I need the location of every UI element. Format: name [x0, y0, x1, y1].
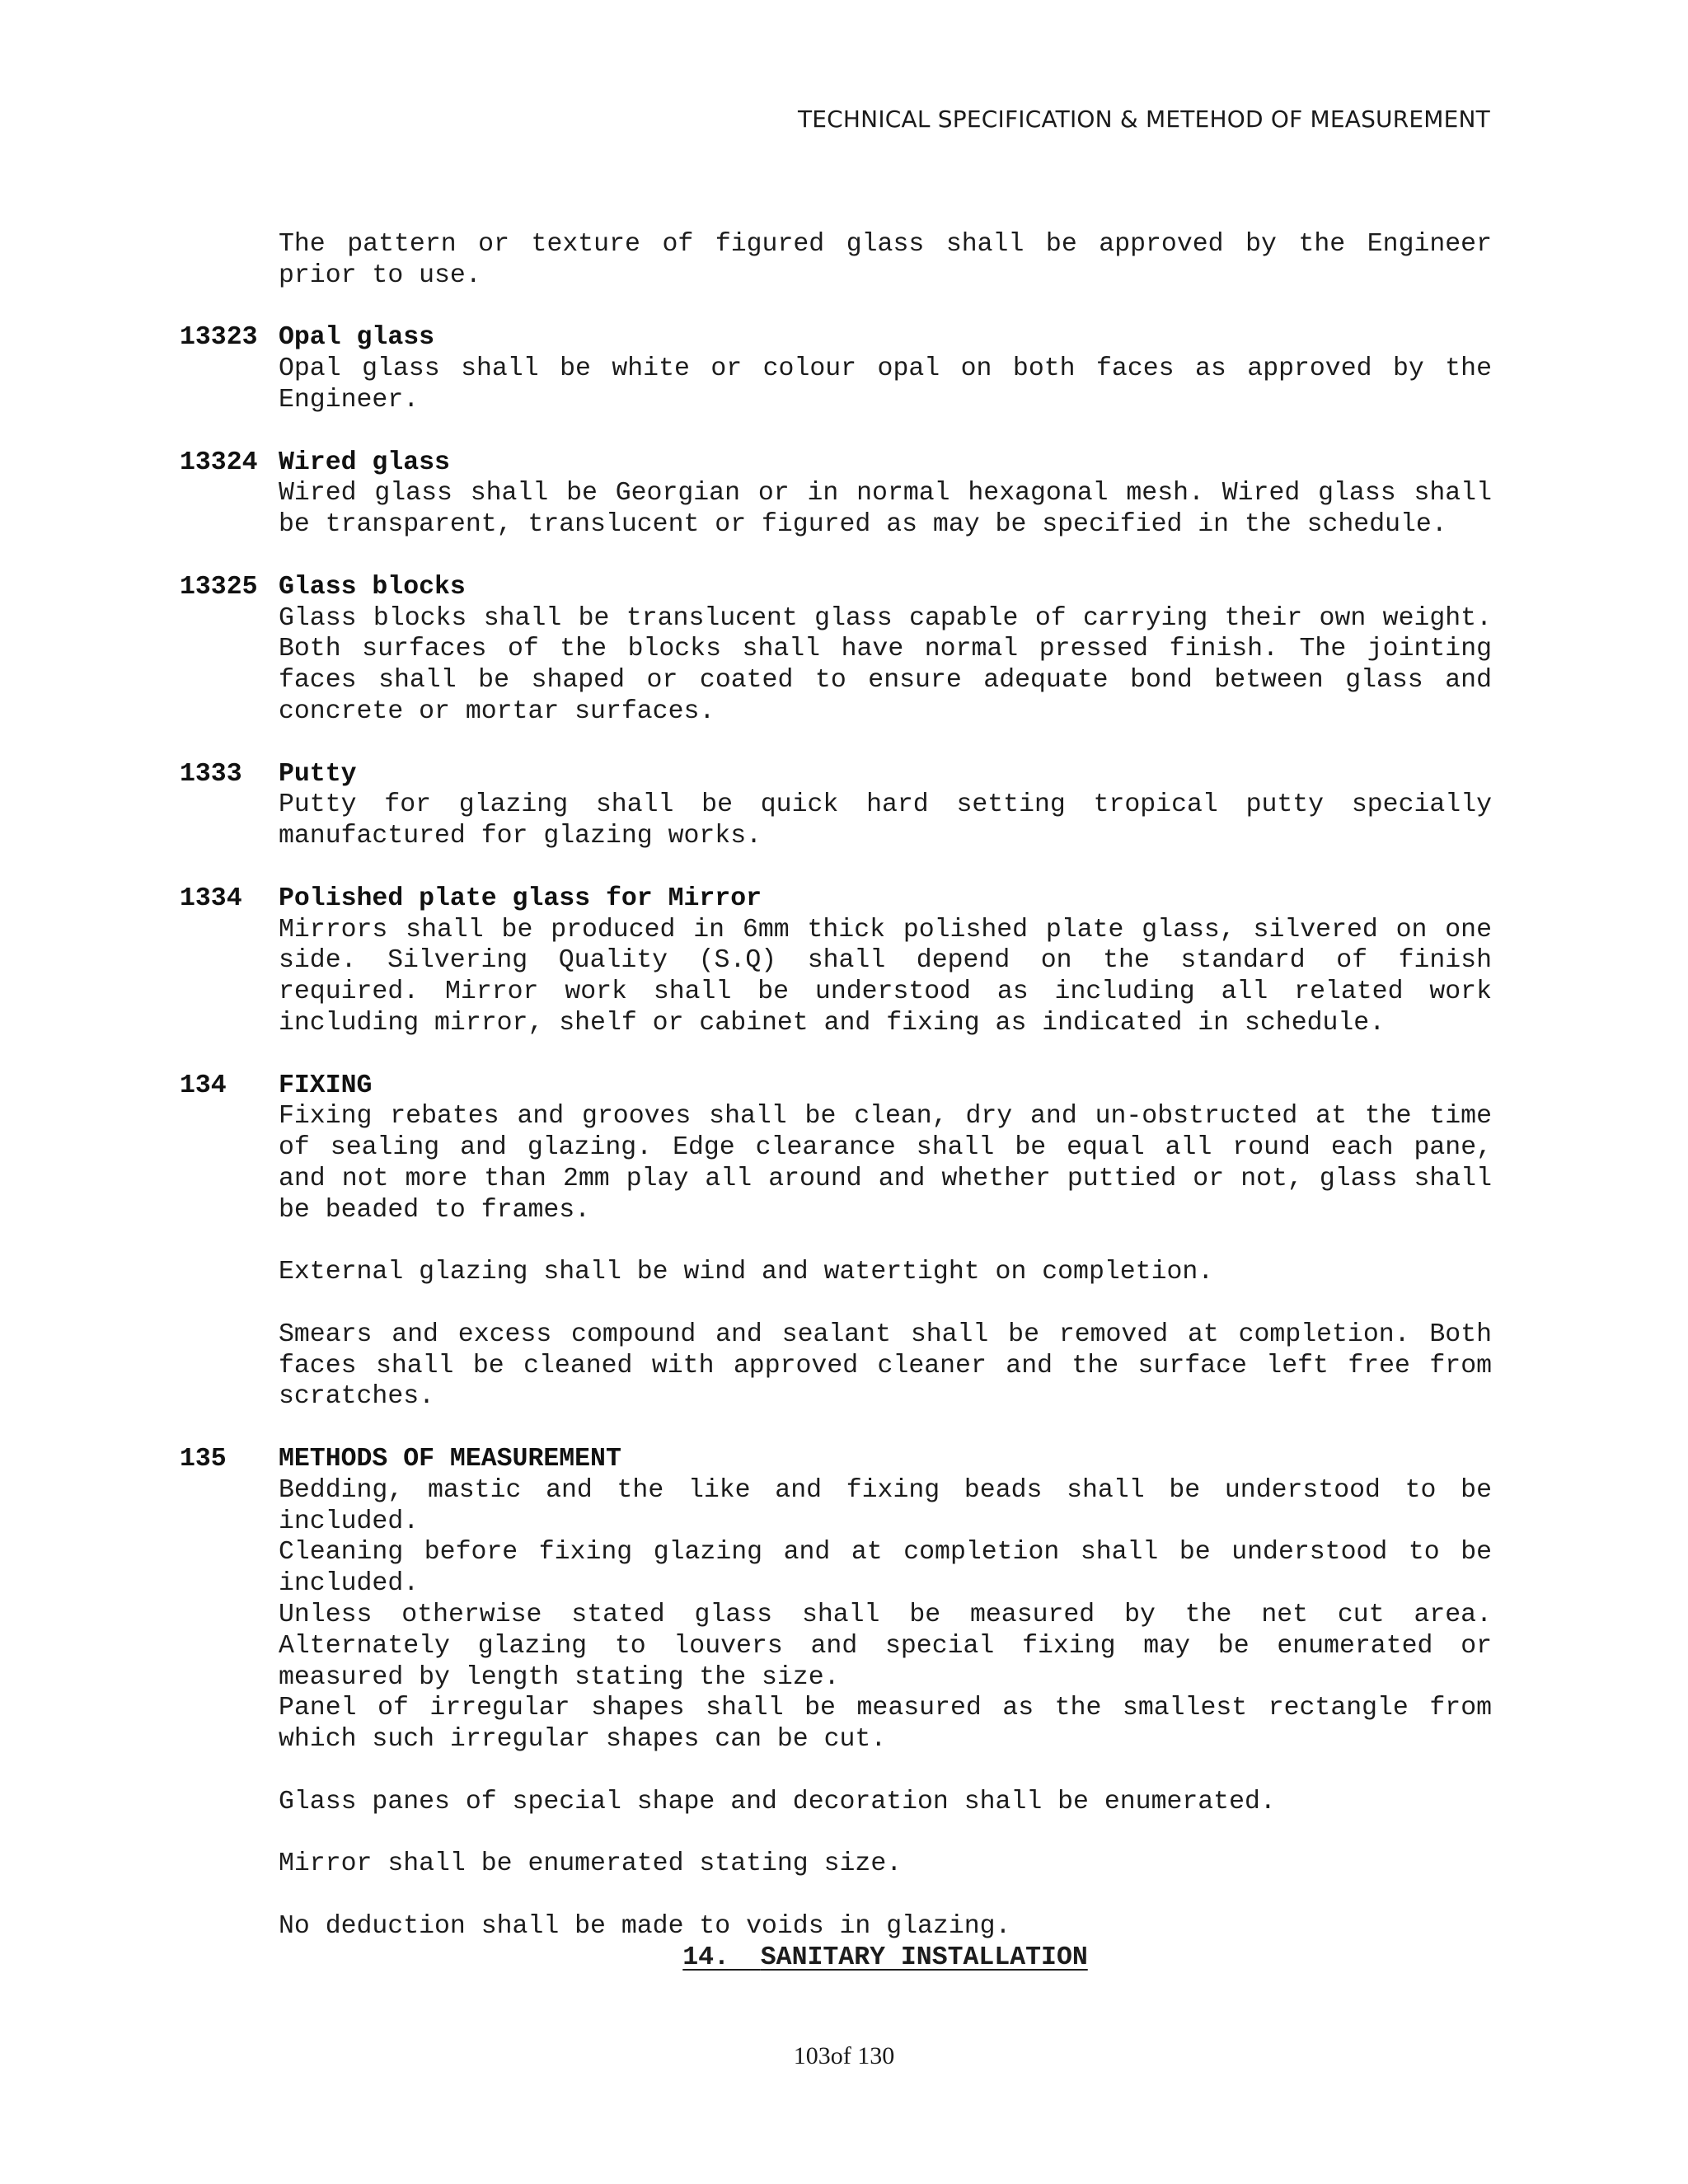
section-paragraph: Mirror shall be enumerated stating size. — [279, 1849, 903, 1879]
section-paragraph: Fixing rebates and grooves shall be clean, dry and un-obstructed at the time of sealing and glazing. Edge clearance shall be equal all round each pane, and not more than 2mm play all around and whether puttied or not, glass shall be beaded to frames. — [279, 1102, 1492, 1225]
section-paragraph: External glazing shall be wind and watertight on completion. — [279, 1258, 1214, 1287]
section-number: 13324 — [180, 448, 258, 477]
section-paragraph: No deduction shall be made to voids in glazing. — [279, 1912, 1011, 1942]
section-fixing — [180, 1071, 1498, 1413]
section-paragraph: Opal glass shall be white or colour opal on both faces as approved by the Engineer. — [279, 354, 1492, 415]
section-title: Wired glass — [279, 448, 450, 477]
section-number: 1333 — [180, 759, 242, 789]
section-heading — [180, 883, 1498, 915]
document-body — [180, 229, 1498, 1974]
section-paragraph: Glass panes of special shape and decoration shall be enumerated. — [279, 1787, 1276, 1816]
section-number: 134 — [180, 1071, 227, 1100]
section-number: 13325 — [180, 572, 258, 602]
section-paragraph: Glass blocks shall be translucent glass capable of carrying their own weight. Both surfaces of the blocks shall have normal pressed finish. The jointing faces shall be shaped or coated to ensure adequate bond between glass and concrete or mortar surfaces. — [279, 603, 1492, 726]
section-title: Polished plate glass for Mirror — [279, 883, 762, 913]
section-methods-of-measurement — [180, 1444, 1498, 1943]
section-heading — [180, 759, 1498, 790]
section-putty — [180, 759, 1498, 852]
section-paragraph: Putty for glazing shall be quick hard setting tropical putty specially manufactured for glazing works. — [279, 790, 1492, 851]
section-opal-glass — [180, 322, 1498, 415]
section-title: FIXING — [279, 1071, 373, 1100]
next-section-heading — [279, 1943, 1492, 1974]
measurement-rule: Cleaning before fixing glazing and at completion shall be understood to be included. — [279, 1538, 1492, 1599]
next-section-number: 14. — [682, 1943, 729, 1972]
section-heading — [180, 1444, 1498, 1475]
section-heading — [180, 322, 1498, 354]
section-heading — [180, 572, 1498, 603]
section-heading — [180, 1071, 1498, 1102]
running-header: TECHNICAL SPECIFICATION & METEHOD OF MEASUREMENT — [797, 105, 1490, 133]
section-glass-blocks — [180, 572, 1498, 728]
section-wired-glass — [180, 448, 1498, 541]
intro-paragraph: The pattern or texture of figured glass shall be approved by the Engineer prior to use. — [279, 230, 1492, 290]
measurement-rule: Panel of irregular shapes shall be measured as the smallest rectangle from which such irregular shapes can be cut. — [279, 1694, 1492, 1755]
next-section-title: SANITARY INSTALLATION — [760, 1943, 1088, 1972]
section-heading — [180, 448, 1498, 479]
section-title: Putty — [279, 759, 357, 789]
section-title: Opal glass — [279, 323, 435, 353]
section-number: 135 — [180, 1445, 227, 1474]
section-paragraph: Mirrors shall be produced in 6mm thick polished plate glass, silvered on one side. Silvering Quality (S.Q) shall depend on the standard of finish required. Mirror work shall be understood as including all related work including mirror, shelf or cabinet and fixing as indicated in schedule. — [279, 915, 1492, 1038]
section-polished-plate-glass — [180, 883, 1498, 1039]
section-number: 13323 — [180, 323, 258, 353]
section-title: METHODS OF MEASUREMENT — [279, 1445, 621, 1474]
section-title: Glass blocks — [279, 572, 466, 602]
page-number: 103of 130 — [793, 2042, 895, 2069]
section-paragraph: Wired glass shall be Georgian or in normal hexagonal mesh. Wired glass shall be transparent, translucent or figured as may be specified in the schedule. — [279, 479, 1492, 540]
measurement-rule: Unless otherwise stated glass shall be measured by the net cut area. Alternately glazing to louvers and special fixing may be enumerated or measured by length stating the size. — [279, 1601, 1492, 1692]
section-paragraph: Smears and excess compound and sealant shall be removed at completion. Both faces shall be cleaned with approved cleaner and the surface left free from scratches. — [279, 1319, 1492, 1412]
section-number: 1334 — [180, 883, 242, 913]
measurement-rule: Bedding, mastic and the like and fixing beads shall be understood to be included. — [279, 1475, 1492, 1536]
